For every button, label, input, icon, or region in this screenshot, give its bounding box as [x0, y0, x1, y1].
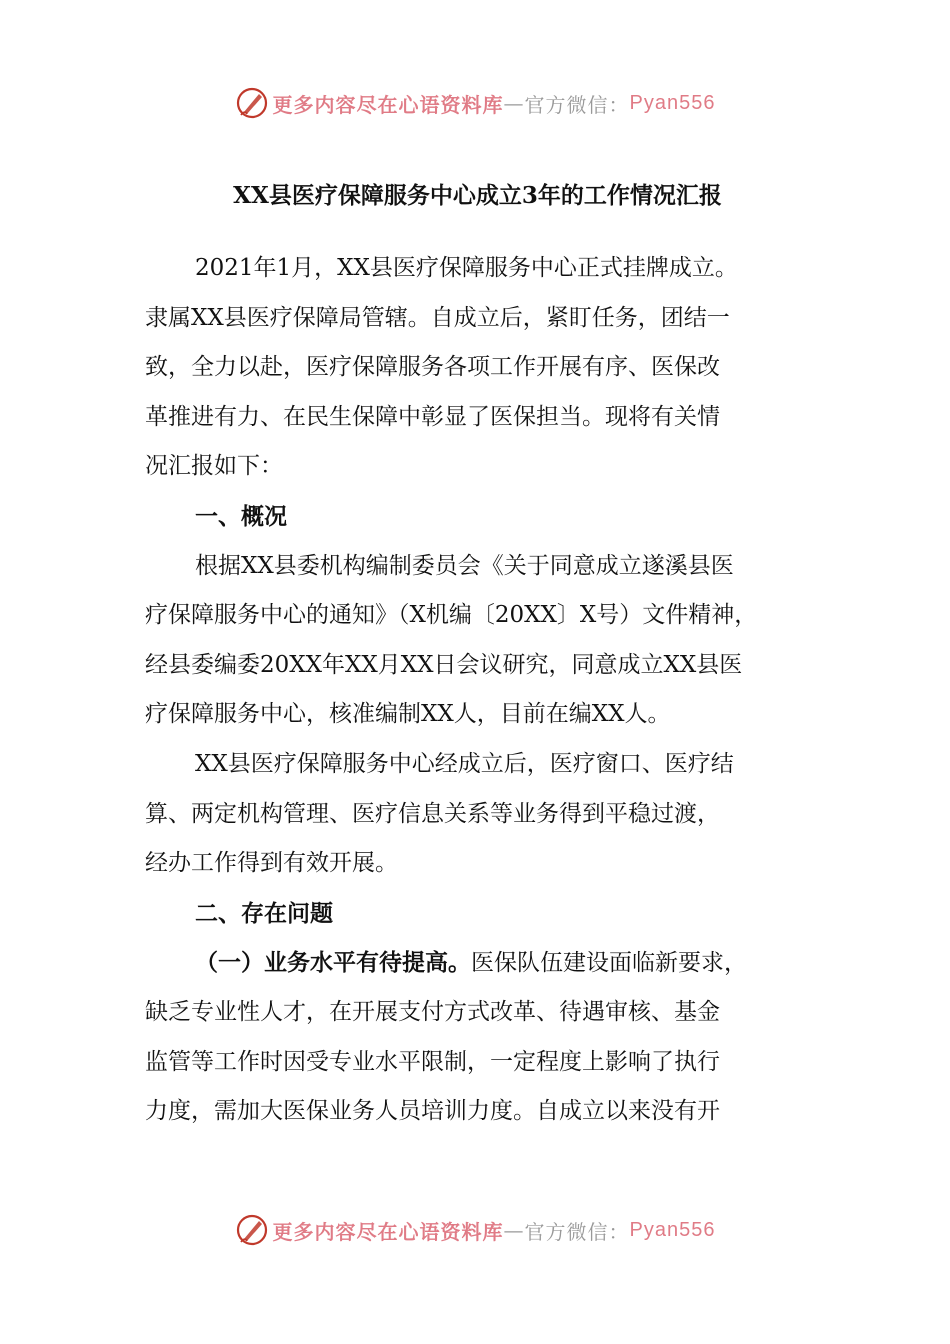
watermark-separator: — — [503, 91, 525, 115]
document-body — [145, 168, 810, 1137]
paragraph-line: 监管等工作时因受专业水平限制，一定程度上影响了执行 — [145, 1048, 720, 1075]
paragraph-line: 革推进有力、在民生保障中彰显了医保担当。现将有关情 — [145, 403, 720, 430]
quill-pen-icon — [235, 86, 269, 120]
paragraph-line: 缺乏专业性人才，在开展支付方式改革、待遇审核、基金 — [145, 998, 720, 1025]
watermark-brand-text: 更多内容尽在心语资料库 — [272, 1219, 504, 1244]
watermark-banner-top — [0, 78, 950, 128]
paragraph-line: 致，全力以赴，医疗保障服务各项工作开展有序、医保改 — [145, 354, 720, 381]
paragraph-line: XX县医疗保障服务中心经成立后，医疗窗口、医疗结 — [195, 750, 734, 777]
document-text — [145, 224, 810, 1137]
paragraph-line: 根据XX县委机构编制委员会《关于同意成立遂溪县医 — [195, 552, 734, 579]
section-heading-overview: 一、概况 — [195, 502, 287, 530]
watermark-brand-text: 更多内容尽在心语资料库 — [272, 92, 504, 117]
paragraph-line: 算、两定机构管理、医疗信息关系等业务得到平稳过渡， — [145, 800, 720, 827]
paragraph-line: 力度，需加大医保业务人员培训力度。自成立以来没有开 — [145, 1098, 720, 1125]
paragraph-text: 医保队伍建设面临新要求， — [471, 950, 747, 977]
watermark-official-label: 官方微信： — [524, 1219, 630, 1244]
paragraph-line: 经县委编委20XX年XX月XX日会议研究，同意成立XX县医 — [145, 651, 743, 678]
watermark-wechat-id: Pyan556 — [629, 1218, 716, 1241]
paragraph-line: 况汇报如下： — [145, 453, 283, 480]
watermark-banner-bottom — [0, 1205, 950, 1255]
paragraph-line: 经办工作得到有效开展。 — [145, 850, 398, 877]
section-heading-problems: 二、存在问题 — [195, 899, 333, 927]
document-title: XX县医疗保障服务中心成立3年的工作情况汇报 — [233, 182, 722, 209]
watermark-official-label: 官方微信： — [524, 92, 630, 117]
paragraph-line: 隶属XX县医疗保障局管辖。自成立后，紧盯任务，团结一 — [145, 304, 730, 331]
paragraph-line: 疗保障服务中心的通知》（X机编〔20XX〕X号）文件精神， — [145, 602, 758, 629]
watermark-separator: — — [503, 1218, 525, 1242]
quill-pen-icon — [235, 1213, 269, 1247]
watermark-wechat-id: Pyan556 — [629, 91, 716, 114]
paragraph-line — [145, 938, 810, 988]
paragraph-line: 2021年1月，XX县医疗保障服务中心正式挂牌成立。 — [195, 255, 738, 281]
paragraph-line: 疗保障服务中心，核准编制XX人，目前在编XX人。 — [145, 701, 671, 728]
subheading-inline: （一）业务水平有待提高。 — [195, 949, 471, 977]
